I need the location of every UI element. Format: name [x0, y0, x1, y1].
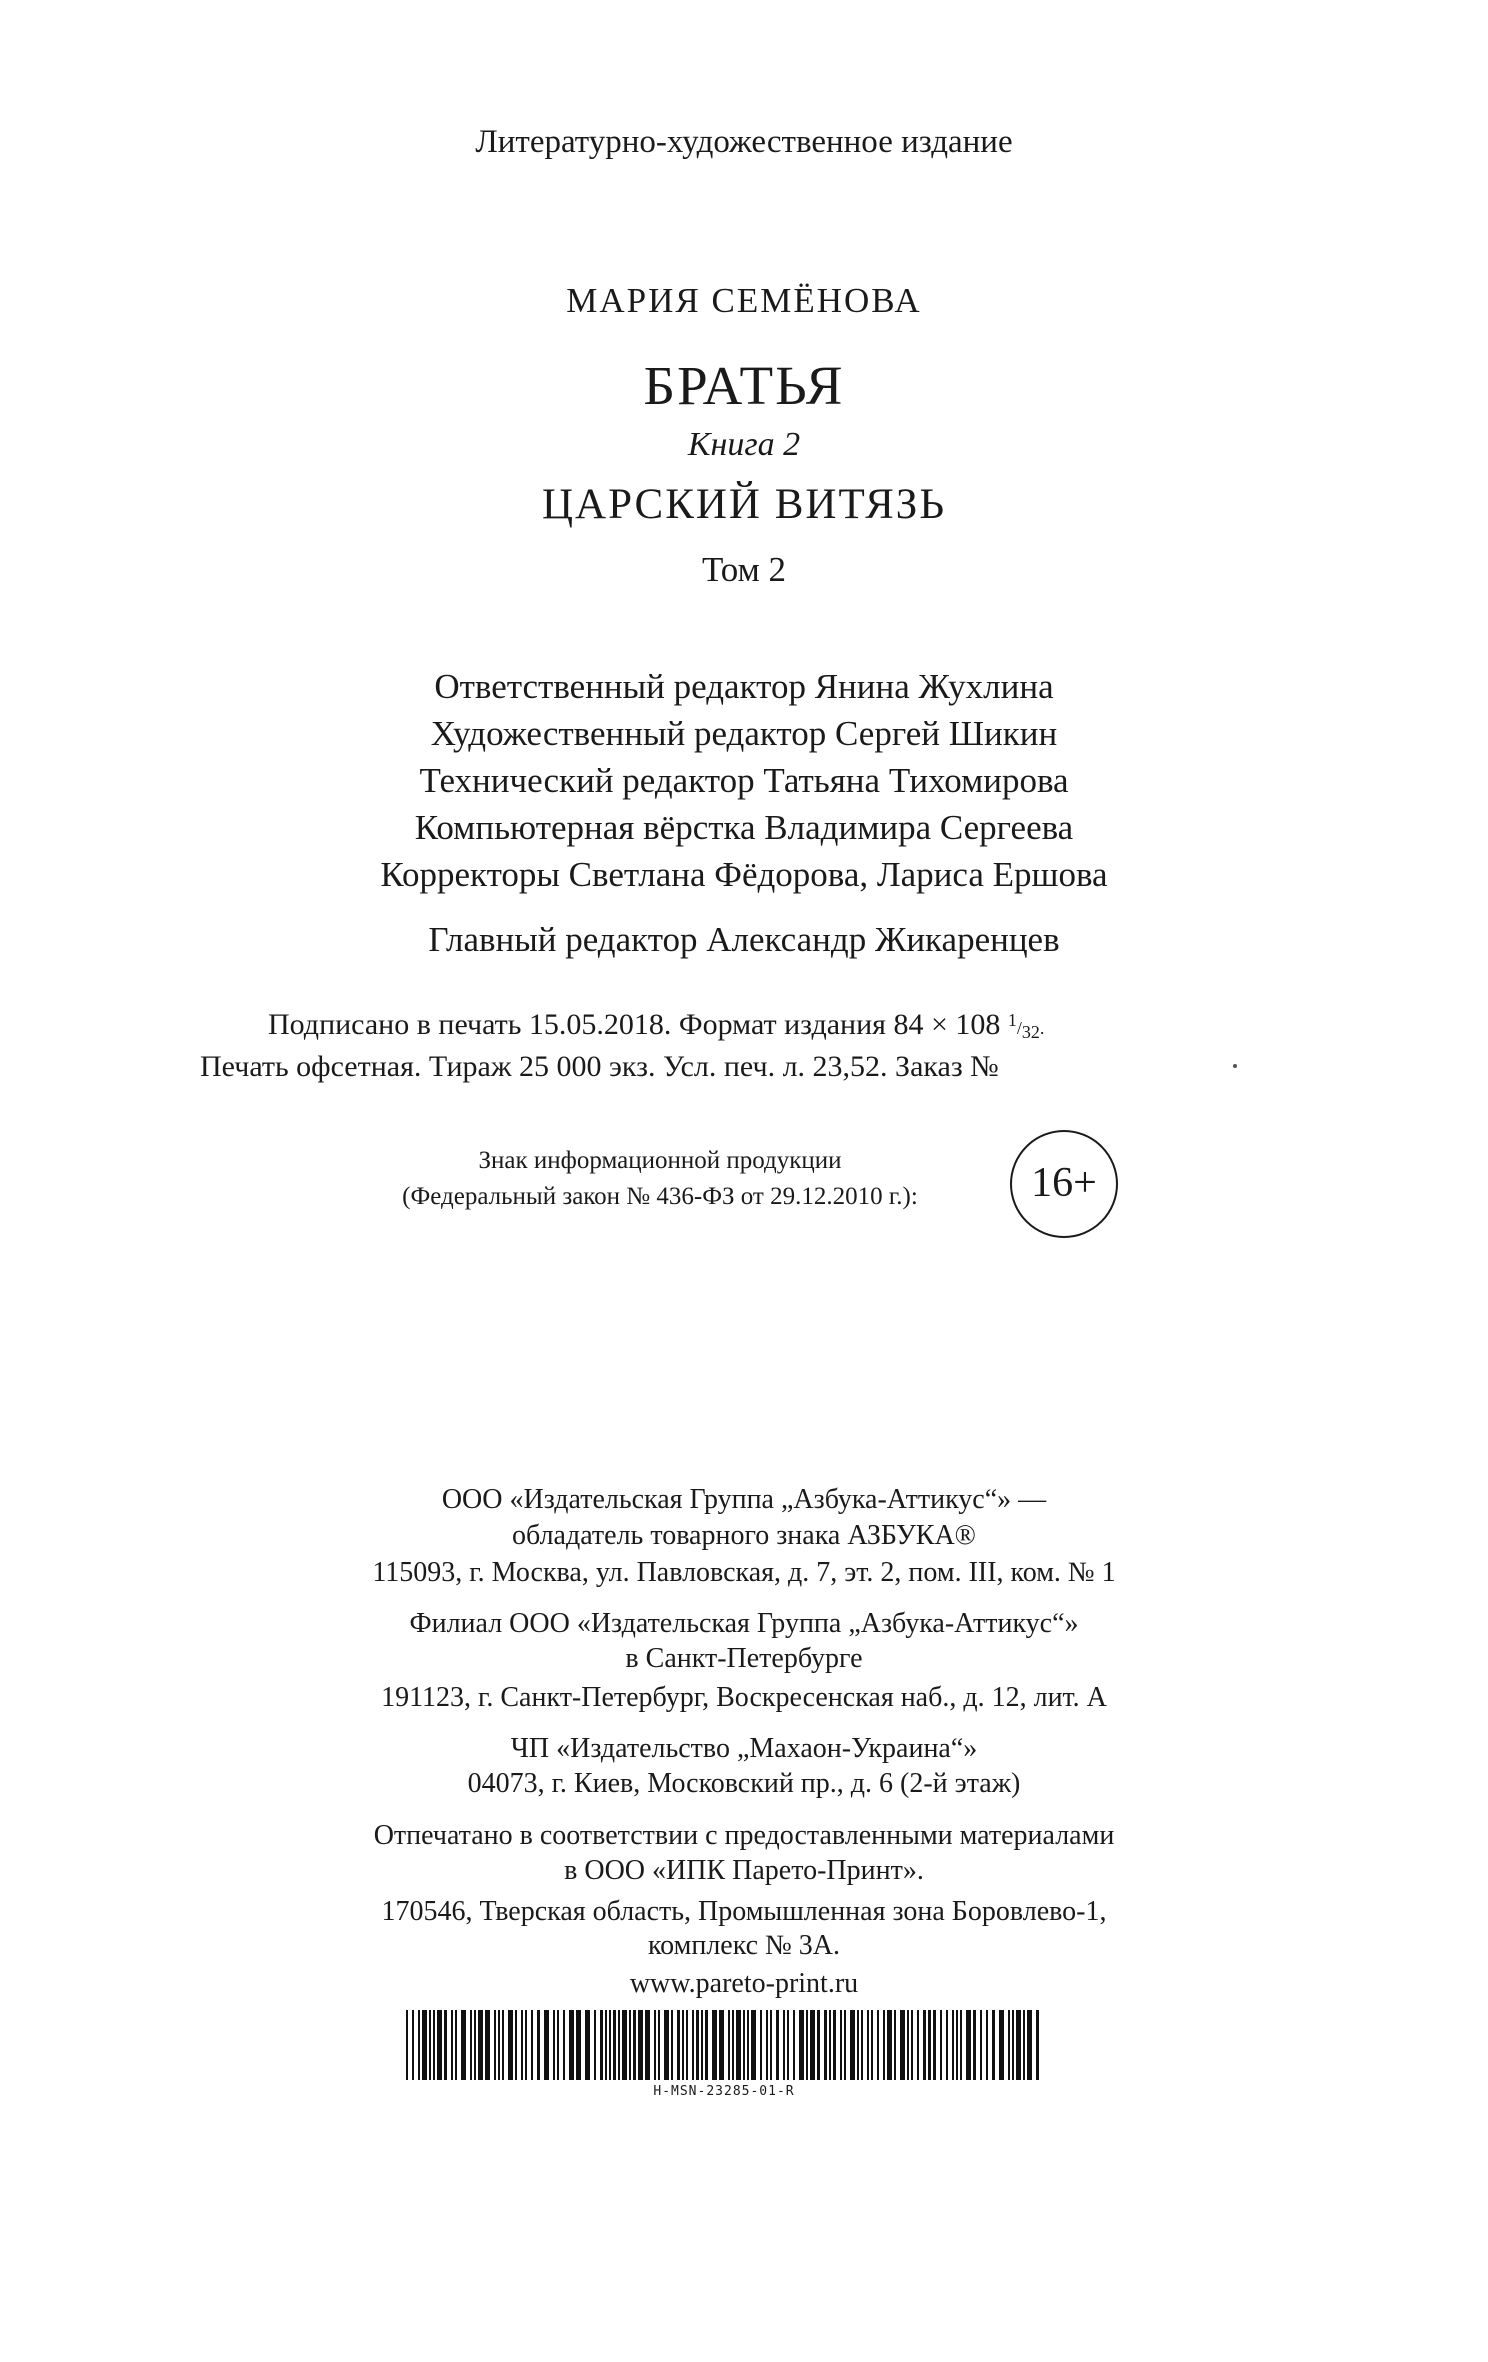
barcode-bar — [1023, 2010, 1025, 2080]
barcode-bar — [600, 2010, 603, 2080]
barcode-bar — [871, 2010, 873, 2080]
barcode-bar — [658, 2010, 660, 2080]
barcode-bar — [911, 2010, 913, 2080]
barcode-bar — [576, 2010, 581, 2080]
barcode-bar — [857, 2010, 859, 2080]
barcode-bar — [569, 2010, 574, 2080]
barcode-bar — [743, 2010, 745, 2080]
credit-layout: Компьютерная вёрстка Владимира Сергеева — [414, 808, 1074, 847]
barcode-bar — [585, 2010, 590, 2080]
barcode-bar — [712, 2010, 717, 2080]
barcode-bar — [418, 2010, 420, 2080]
barcode-bar — [747, 2010, 749, 2080]
barcode-bar — [406, 2010, 408, 2080]
barcode-bar — [817, 2010, 820, 2080]
barcode-bar — [907, 2010, 909, 2080]
barcode-bar — [701, 2010, 703, 2080]
publisher-line: Отпечатано в соответствии с предоставленными материалами — [373, 1820, 1115, 1851]
barcode-bar — [894, 2010, 896, 2080]
barcode-bar — [973, 2010, 976, 2080]
publisher-line: в ООО «ИПК Парето-Принт». — [564, 1855, 924, 1886]
barcode-bar — [521, 2010, 523, 2080]
barcode-bar — [474, 2010, 476, 2080]
edition-type: Литературно-художественное издание — [475, 124, 1013, 160]
barcode-bar — [946, 2010, 948, 2080]
publisher-line: 115093, г. Москва, ул. Павловская, д. 7, эт. 2, пом. III, ком. № 1 — [372, 1557, 1116, 1588]
barcode-bar — [850, 2010, 855, 2080]
barcode-bar — [525, 2010, 527, 2080]
barcode-bar — [544, 2010, 549, 2080]
printer-website: www.pareto-print.ru — [629, 1968, 859, 1999]
publisher-line: 170546, Тверская область, Промышленная зона Боровлево-1, — [381, 1896, 1107, 1927]
age-rating-badge: 16+ — [1010, 1130, 1118, 1238]
barcode-bar — [455, 2010, 457, 2080]
barcode-bar — [437, 2010, 442, 2080]
barcode-bar — [933, 2010, 936, 2080]
barcode-bar — [952, 2010, 954, 2080]
barcode-bar — [877, 2010, 879, 2080]
author-name: МАРИЯ СЕМЁНОВА — [566, 281, 922, 320]
barcode-bar — [840, 2010, 842, 2080]
barcode-bar — [760, 2010, 762, 2080]
barcode-bar — [940, 2010, 942, 2080]
barcode-bar — [563, 2010, 565, 2080]
barcode-bar — [732, 2010, 734, 2080]
barcode-bar — [451, 2010, 453, 2080]
barcode-bar — [824, 2010, 827, 2080]
barcode-bar — [928, 2010, 931, 2080]
barcode-bar — [1012, 2010, 1014, 2080]
print-info-text: Подписано в печать 15.05.2018. Формат издания 84 × 108 — [268, 1008, 1008, 1041]
barcode-bar — [844, 2010, 846, 2080]
barcode-bar — [609, 2010, 611, 2080]
barcode-bar — [692, 2010, 694, 2080]
barcode-bar — [664, 2010, 669, 2080]
barcode-bar — [728, 2010, 730, 2080]
barcode-bar — [618, 2010, 620, 2080]
book-number: Книга 2 — [687, 426, 801, 463]
barcode-bar — [485, 2010, 490, 2080]
credit-art-editor: Художественный редактор Сергей Шикин — [430, 714, 1058, 753]
barcode-bar — [923, 2010, 926, 2080]
barcode-bar — [629, 2010, 631, 2080]
barcode-bar — [833, 2010, 836, 2080]
barcode-bar — [793, 2010, 795, 2080]
barcode-bar — [412, 2010, 414, 2080]
barcode-bar — [986, 2010, 988, 2080]
barcode-bar — [537, 2010, 540, 2080]
publisher-line: 191123, г. Санкт-Петербург, Воскресенская наб., д. 12, лит. А — [381, 1682, 1107, 1713]
barcode-bar — [515, 2010, 517, 2080]
publisher-line: в Санкт-Петербурге — [625, 1643, 863, 1674]
print-info-line-2: Печать офсетная. Тираж 25 000 экз. Усл. печ. л. 23,52. Заказ № — [200, 1050, 999, 1083]
barcode-bar — [766, 2010, 768, 2080]
barcode-bar — [1036, 2010, 1039, 2080]
barcode-bar — [461, 2010, 466, 2080]
barcode-bar — [829, 2010, 831, 2080]
print-info-line-1: Подписано в печать 15.05.2018. Формат издания 84 × 108 $^1$/32. — [268, 1008, 1045, 1042]
barcode-bar — [992, 2010, 995, 2080]
barcode-bar — [783, 2010, 785, 2080]
publisher-line: комплекс № 3А. — [647, 1930, 841, 1961]
barcode-bar — [502, 2010, 504, 2080]
publisher-line: ЧП «Издательство „Махаон-Украина“» — [510, 1733, 978, 1764]
barcode-bar — [719, 2010, 724, 2080]
info-mark-law: (Федеральный закон № 436-ФЗ от 29.12.2010 г.): — [402, 1183, 918, 1210]
barcode-bar — [696, 2010, 699, 2080]
barcode-bar — [433, 2010, 435, 2080]
barcode-bar — [645, 2010, 650, 2080]
barcode-bar — [594, 2010, 596, 2080]
barcode-bar — [444, 2010, 447, 2080]
barcode-bar — [613, 2010, 616, 2080]
barcode-bar — [557, 2010, 559, 2080]
series-title: БРАТЬЯ — [643, 355, 845, 416]
barcode-bar — [966, 2010, 971, 2080]
barcode-bar — [900, 2010, 905, 2080]
credit-chief-editor: Главный редактор Александр Жикаренцев — [428, 920, 1060, 959]
barcode-bar — [917, 2010, 919, 2080]
publisher-line: ООО «Издательская Группа „Азбука-Аттикус“» — — [441, 1484, 1047, 1515]
barcode-bars — [404, 2010, 1044, 2080]
barcode-bar — [956, 2010, 958, 2080]
barcode-bar — [686, 2010, 688, 2080]
barcode-bar — [494, 2010, 496, 2080]
barcode-bar — [422, 2010, 427, 2080]
barcode-bar — [999, 2010, 1004, 2080]
info-mark-label: Знак информационной продукции — [478, 1147, 842, 1174]
barcode-bar — [633, 2010, 636, 2080]
barcode-bar — [960, 2010, 962, 2080]
credit-responsible-editor: Ответственный редактор Янина Жухлина — [434, 667, 1054, 706]
barcode-bar — [751, 2010, 756, 2080]
publisher-line: 04073, г. Киев, Московский пр., д. 6 (2-й этаж) — [467, 1768, 1021, 1799]
barcode-bar — [622, 2010, 627, 2080]
barcode-bar — [682, 2010, 684, 2080]
barcode-bar — [553, 2010, 555, 2080]
barcode-bar — [1027, 2010, 1032, 2080]
barcode — [404, 2010, 1044, 2099]
barcode-bar — [638, 2010, 643, 2080]
barcode-bar — [498, 2010, 500, 2080]
barcode-bar — [605, 2010, 607, 2080]
barcode-bar — [677, 2010, 680, 2080]
barcode-code: H-MSN-23285-01-R — [653, 2084, 795, 2099]
publisher-line: Филиал ООО «Издательская Группа „Азбука-Аттикус“» — [409, 1608, 1079, 1639]
barcode-bar — [861, 2010, 863, 2080]
barcode-bar — [776, 2010, 779, 2080]
credit-technical-editor: Технический редактор Татьяна Тихомирова — [419, 761, 1069, 800]
print-info-suffix: . — [1039, 1018, 1045, 1038]
barcode-bar — [736, 2010, 741, 2080]
barcode-bar — [810, 2010, 815, 2080]
barcode-bar — [1016, 2010, 1021, 2080]
volume-number: Том 2 — [702, 550, 786, 589]
barcode-bar — [654, 2010, 656, 2080]
barcode-bar — [787, 2010, 789, 2080]
barcode-bar — [508, 2010, 513, 2080]
publisher-line: обладатель товарного знака АЗБУКА® — [512, 1520, 976, 1551]
barcode-bar — [531, 2010, 533, 2080]
barcode-bar — [867, 2010, 869, 2080]
barcode-bar — [980, 2010, 982, 2080]
format-fraction-numerator: 1 — [1007, 1010, 1017, 1030]
barcode-bar — [705, 2010, 708, 2080]
barcode-bar — [806, 2010, 808, 2080]
barcode-bar — [883, 2010, 885, 2080]
barcode-bar — [799, 2010, 804, 2080]
book-title: ЦАРСКИЙ ВИТЯЗЬ — [541, 481, 947, 528]
barcode-bar — [887, 2010, 892, 2080]
barcode-bar — [770, 2010, 772, 2080]
credit-proofreaders: Корректоры Светлана Фёдорова, Лариса Ершова — [380, 855, 1108, 894]
barcode-bar — [429, 2010, 431, 2080]
barcode-bar — [1008, 2010, 1010, 2080]
barcode-bar — [671, 2010, 673, 2080]
barcode-bar — [470, 2010, 472, 2080]
barcode-bar — [478, 2010, 483, 2080]
format-fraction-denominator: 32 — [1021, 1022, 1040, 1042]
stray-mark — [1233, 1064, 1237, 1068]
